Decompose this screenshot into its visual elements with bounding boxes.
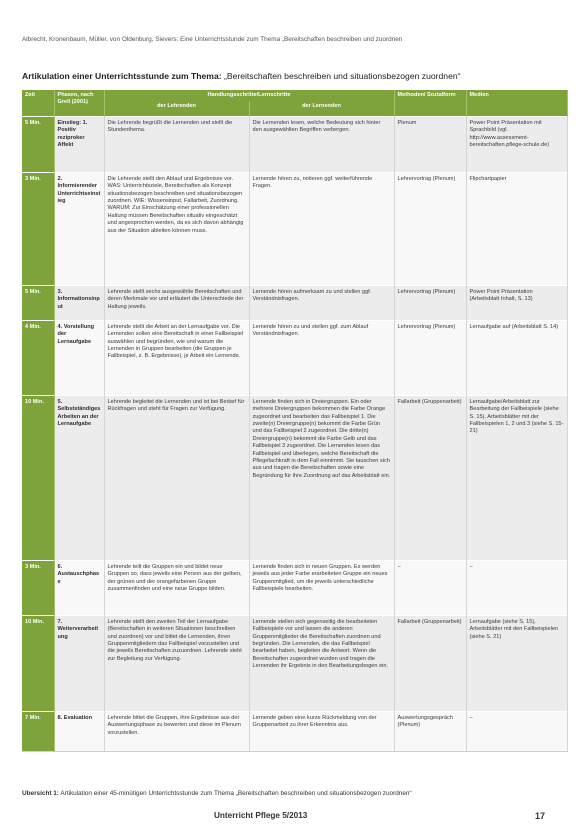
cell-methoden: Plenum <box>394 116 466 172</box>
cell-medien: Power Point Präsentation mit Sprachbild (vgl. http://www.assessment-bereitschaften.pflege-schule.de) <box>466 116 567 172</box>
cell-methoden: Lehrervortrag (Plenum) <box>394 320 466 395</box>
header-methoden: Methoden/ Sozialform <box>394 90 466 116</box>
footer-journal: Unterricht Pflege 5/2013 <box>214 811 308 820</box>
cell-zeit: 7 Min. <box>22 711 54 751</box>
running-head: Albrecht, Kronenbaum, Müller, von Oldenburg, Sievers: Eine Unterrichtsstunde zum Thema „Bereitschaften beschreiben und zuordnen <box>22 36 403 43</box>
articulation-table <box>22 90 568 752</box>
cell-lernende: Lernende finden sich in neuen Gruppen. Es werden jeweils aus jeder Farbe erarbeiteten Gruppe ein neues Gruppenmitglied, um die jeweils unterschiedliche Fallbeispiele bearbeiten. <box>249 560 394 615</box>
cell-phase: 6. Austauschphase <box>54 560 104 615</box>
cell-methoden: – <box>394 560 466 615</box>
page-number: 17 <box>535 811 546 821</box>
cell-phase: 5. Selbstständiges Arbeiten an der Lernaufgabe <box>54 395 104 560</box>
cell-zeit: 10 Min. <box>22 395 54 560</box>
cell-phase: 4. Vorstellung der Lernaufgabe <box>54 320 104 395</box>
cell-zeit: 3 Min. <box>22 172 54 285</box>
header-handlung: Handlungsschritte/Lernschritte <box>104 90 394 101</box>
cell-medien: Lernaufgabe auf (Arbeitsblatt S. 14) <box>466 320 567 395</box>
header-phase: Phasen, nach Grell (2001) <box>54 90 104 116</box>
caption-label: Übersicht 1: <box>22 790 59 797</box>
table-row <box>22 615 567 711</box>
cell-phase: 8. Evaluation <box>54 711 104 751</box>
cell-zeit: 5 Min. <box>22 285 54 320</box>
cell-medien: – <box>466 560 567 615</box>
cell-lernende: Lernende geben eine kurze Rückmeldung von der Gruppenarbeit zu ihrer Erkenntnis aus. <box>249 711 394 751</box>
cell-lehrende: Lehrende stellt die Arbeit an der Lernaufgabe vor. Die Lernenden sollen eine Bereitschaft in einer Fallbeispiel auswählen und begründen, wie und warum die Lernenden in Gruppen bearbeiten (die Gruppen je Fallbeispiel, z. B. Ergebnisse), je Arbeit ein Lernende. <box>104 320 249 395</box>
cell-medien: Lernaufgabe/Arbeitsblatt zur Bearbeitung der Fallbeispiele (siehe S. 15), Arbeitsblätter mit der Fallbeispielen 1, 2 und 3 (siehe S. 15-21) <box>466 395 567 560</box>
header-lernende: der Lernenden <box>249 101 394 116</box>
table-row <box>22 116 567 172</box>
cell-lehrende: Lehrende stellt sechs ausgewählte Bereitschaften und deren Merkmale vor und erläutert die Unterschiede der Haltung jeweils. <box>104 285 249 320</box>
cell-phase: Einstieg: 1. Positiv reziproker Affekt <box>54 116 104 172</box>
cell-methoden: Fallarbeit (Gruppenarbeit) <box>394 395 466 560</box>
cell-methoden: Auswertungsgespräch (Plenum) <box>394 711 466 751</box>
cell-lernende: Lernende finden sich in Dreiergruppen. Ein oder mehrere Dreiergruppen bekommen die Farbe Orange zugeordnet und bearbeiten das Fallbeispiel 1. Die zweite(n) Dreiergruppe(n) bekommt die Farbe Grün und das Fallbeispiel 2 zugeordnet. Die dritte(n) Dreiergruppe(n) bekommt die Farbe Gelb und das Fallbeispiel 3 zugeordnet. Die Lernenden lesen das Fallbeispiel und überlegen, welche Bereitschaft die Pflegefachkraft in dem Fall einnimmt. Sie tauschen sich aus und tragen die Bereitschaften sowie eine Begründung für ihre Zuordnung auf das Arbeitsblatt ein. <box>249 395 394 560</box>
cell-methoden: Lehrervortrag (Plenum) <box>394 285 466 320</box>
header-zeit: Zeit <box>22 90 54 116</box>
cell-zeit: 5 Min. <box>22 116 54 172</box>
table-row <box>22 172 567 285</box>
cell-lernende: Lernende hören aufmerksam zu und stellen ggf. Verständnisfragen. <box>249 285 394 320</box>
cell-zeit: 4 Min. <box>22 320 54 395</box>
title-subject: „Bereitschaften beschreiben und situationsbezogen zuordnen“ <box>224 71 461 81</box>
table-header-row <box>22 90 567 101</box>
cell-lehrende: Lehrende begleitet die Lernenden und ist bei Bedarf für Rückfragen und steht für Fragen zur Verfügung. <box>104 395 249 560</box>
cell-lehrende: Lehrende stellt den zweiten Teil der Lernaufgabe (Bereitschaften in weiteren Situationen beschreiben und zuordnen) vor und bittet die Lernenden, ihren Gruppenmitgliedern das Fallbeispiel vorzustellen und die jeweils Bereitschaften zuzuordnen. Lehrende steht zur Begleitung zur Verfügung. <box>104 615 249 711</box>
cell-medien: Lernaufgabe (siehe S. 15), Arbeitsblätter mit den Fallbeispielen (siehe S. 21) <box>466 615 567 711</box>
cell-lehrende: Lehrende teilt die Gruppen ein und bildet neue Gruppen so, dass jeweils eine Person aus der gelben, der grünen und der orangefarbenen Gruppe zusammenfinden und eine neue Gruppe bilden. <box>104 560 249 615</box>
table-row <box>22 320 567 395</box>
cell-medien: Power Point Präsentation (Arbeitsblatt Inhalt, S. 13) <box>466 285 567 320</box>
table-row <box>22 560 567 615</box>
table-caption <box>22 790 567 797</box>
header-lehrende: der Lehrenden <box>104 101 249 116</box>
cell-lernende: Lernende hören zu, notieren ggf. weiterführende Fragen. <box>249 172 394 285</box>
cell-lehrende: Lehrende bittet die Gruppen, ihre Ergebnisse aus der Auswertungsphase zu bewerten und diese im Plenum vorzustellen. <box>104 711 249 751</box>
cell-phase: 7. Weiterverarbeitung <box>54 615 104 711</box>
cell-phase: 2. Informierender Unterrichtseinstieg <box>54 172 104 285</box>
cell-zeit: 10 Min. <box>22 615 54 711</box>
cell-methoden: Fallarbeit (Gruppenarbeit) <box>394 615 466 711</box>
cell-lernende: Lernende hören zu und stellen ggf. zum Ablauf Verständnisfragen. <box>249 320 394 395</box>
cell-lernende: Die Lernenden lesen, welche Bedeutung sich hinter den ausgewählten Begriffen verbergen. <box>249 116 394 172</box>
table-row <box>22 711 567 751</box>
cell-methoden: Lehrervortrag (Plenum) <box>394 172 466 285</box>
cell-lehrende: Die Lehrende begrüßt die Lernenden und stellt die Stundenthema. <box>104 116 249 172</box>
caption-text: Artikulation einer 45-minütigen Unterrichtsstunde zum Thema „Bereitschaften beschreiben und situationsbezogen zuordnen“ <box>60 790 412 797</box>
cell-lernende: Lernende stellen sich gegenseitig die bearbeiteten Fallbeispiele vor und lassen die anderen Gruppenmitglieder die Bereitschaften zuordnen und begründen. Die Lernenden, die das Fallbeispiel bearbeitet haben, begleiten die Antwort. Wenn die Bereitschaften zugeordnet wurden und tragen die Lernenden ihr Ergebnis in den Bearbeitungsbogen ein. <box>249 615 394 711</box>
cell-medien: – <box>466 711 567 751</box>
cell-lehrende: Die Lehrende stellt den Ablauf und Ergebnisse vor. WAS: Unterrichtsziele, Bereitschaften als Konzept situationsbezogen beschreiben und situationsbezogen zuordnen. WIE: Wissensinput, Fallarbeit, Zuordnung. WARUM: Zur Einschätzung einer professionellen Haltung müssen Bereitschaften situativ eingeschätzt und angesprochen werden, da es sich davon abhängig aus der Situation ableiten können muss. <box>104 172 249 285</box>
cell-zeit: 3 Min. <box>22 560 54 615</box>
header-medien: Medien <box>466 90 567 116</box>
table-row <box>22 285 567 320</box>
cell-medien: Flipchartpapier <box>466 172 567 285</box>
table-row <box>22 395 567 560</box>
title-label: Artikulation einer Unterrichtsstunde zum Thema: <box>22 71 222 81</box>
cell-phase: 3. Informationsinput <box>54 285 104 320</box>
page-title <box>22 71 567 81</box>
